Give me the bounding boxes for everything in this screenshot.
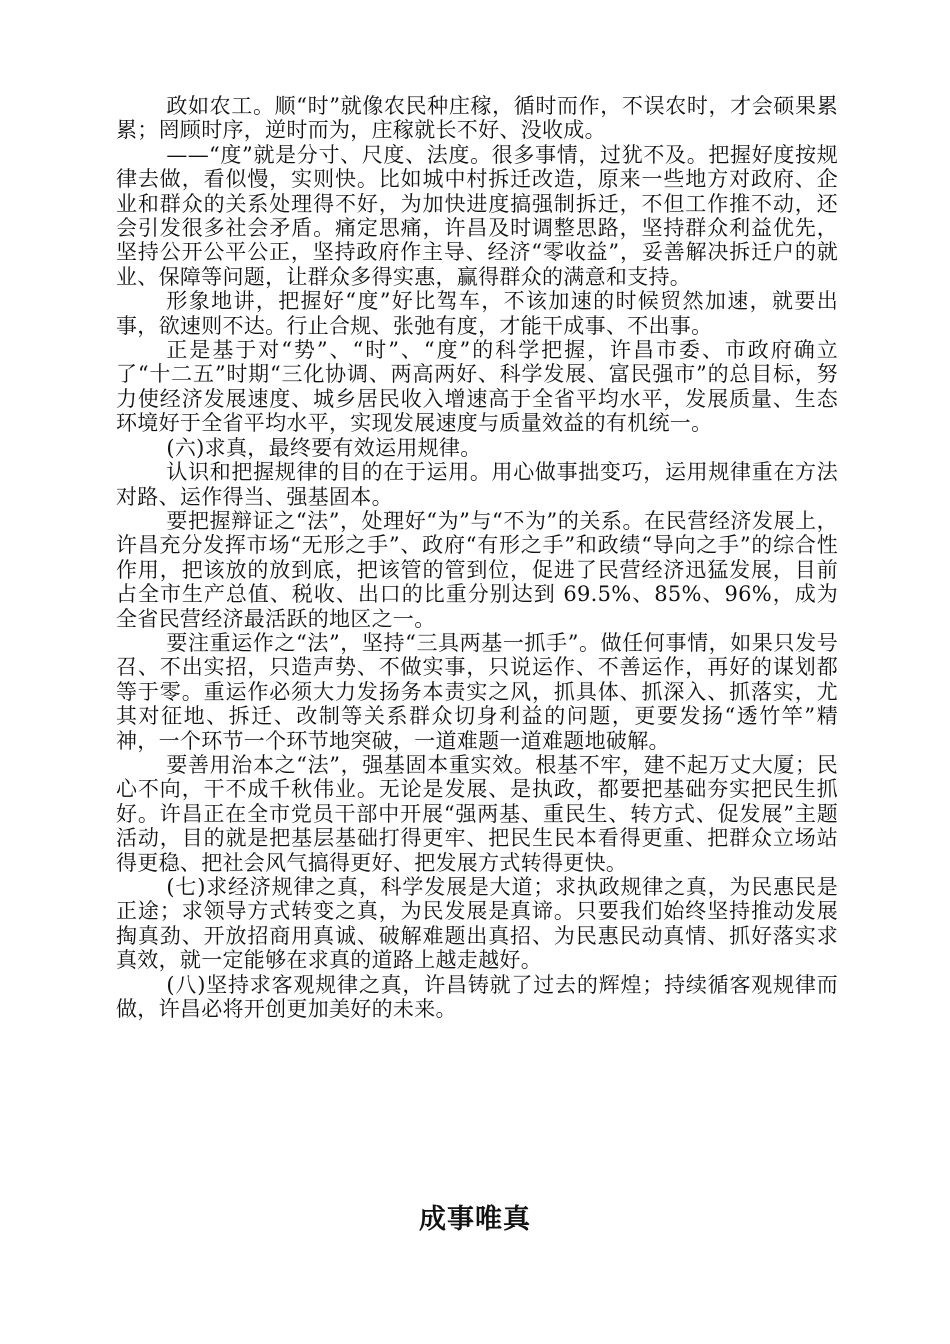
section-heading: 成事唯真 bbox=[419, 1204, 531, 1235]
paragraph-3: 形象地讲，把握好“度”好比驾车，不该加速的时候贸然加速，就要出事，欲速则不达。行止合规、张弛有度，才能干成事、不出事。 bbox=[116, 289, 838, 338]
paragraph-9: 要善用治本之“法”，强基固本重实效。根基不牢，建不起万丈大厦；民心不向，干不成千秋伟业。无论是发展、是执政，都要把基础夯实把民生抓好。许昌正在全市党员干部中开展“强两基、重民生、转方式、促发展”主题活动，目的就是把基层基础打得更牢、把民生民本看得更重、把群众立场站得更稳、把社会风气搞得更好、把发展方式转得更快。 bbox=[116, 752, 838, 875]
paragraph-11: (八)坚持求客观规律之真，许昌铸就了过去的辉煌；持续循客观规律而做，许昌必将开创更加美好的未来。 bbox=[116, 972, 838, 1022]
paragraph-6: 认识和把握规律的目的在于运用。用心做事拙变巧，运用规律重在方法对路、运作得当、强基固本。 bbox=[116, 460, 838, 509]
paragraph-4: 正是基于对“势”、“时”、“度”的科学把握，许昌市委、市政府确立了“十二五”时期“三化协调、两高两好、科学发展、富民强市”的总目标，努力使经济发展速度、城乡居民收入增速高于全省平均水平，发展质量、生态环境好于全省平均水平，实现发展速度与质量效益的有机统一。 bbox=[116, 338, 838, 436]
paragraph-1: 政如农工。顺“时”就像农民种庄稼，循时而作，不误农时，才会硕果累累；罔顾时序，逆时而为，庄稼就长不好、没收成。 bbox=[116, 94, 838, 143]
paragraph-5: (六)求真，最终要有效运用规律。 bbox=[166, 435, 482, 460]
paragraph-10: (七)求经济规律之真，科学发展是大道；求执政规律之真，为民惠民是正途；求领导方式转变之真，为民发展是真谛。只要我们始终坚持推动发展掏真劲、开放招商用真诚、破解难题出真招、为民惠民动真情、抓好落实求真效，就一定能够在求真的道路上越走越好。 bbox=[116, 875, 838, 973]
paragraph-8: 要注重运作之“法”，坚持“三具两基一抓手”。做任何事情，如果只发号召、不出实招，只造声势、不做实事，只说运作、不善运作，再好的谋划都等于零。重运作必须大力发扬务本责实之风，抓具体、抓深入、抓落实，尤其对征地、拆迁、改制等关系群众切身利益的问题，更要发扬“透竹竿”精神，一个环节一个环节地突破，一道难题一道难题地破解。 bbox=[116, 630, 838, 753]
paragraph-2: ——“度”就是分寸、尺度、法度。很多事情，过犹不及。把握好度按规律去做，看似慢，实则快。比如城中村拆迁改造，原来一些地方对政府、企业和群众的关系处理得不好，为加快进度搞强制拆迁，不但工作推不动，还会引发很多社会矛盾。痛定思痛，许昌及时调整思路，坚持群众利益优先，坚持公开公平公正，坚持政府作主导、经济“零收益”，妥善解决拆迁户的就业、保障等问题，让群众多得实惠，赢得群众的满意和支持。 bbox=[116, 142, 838, 289]
paragraph-7: 要把握辩证之“法”，处理好“为”与“不为”的关系。在民营经济发展上，许昌充分发挥市场“无形之手”、政府“有形之手”和政绩“导向之手”的综合性作用，把该放的放到底，把该管的管到位，促进了民营经济迅猛发展，目前占全市生产总值、税收、出口的比重分别达到 69.5%、85%、96%，成为全省民营经济最活跃的地区之一。 bbox=[116, 508, 838, 631]
article-body bbox=[116, 94, 838, 1021]
